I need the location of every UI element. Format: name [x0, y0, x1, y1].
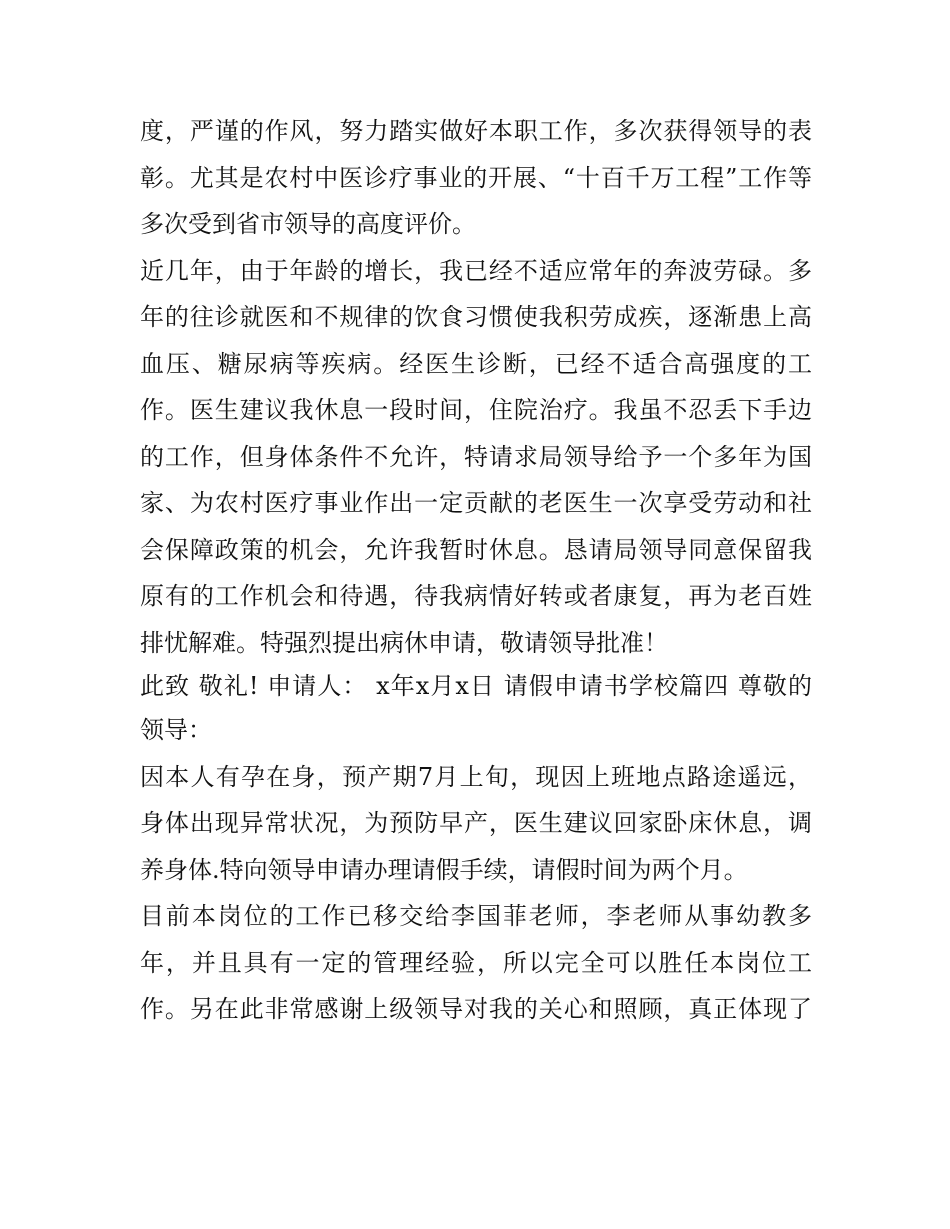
text-line: 排忧解难。特强烈提出病休申请，敬请领导批准！: [140, 628, 668, 657]
text-line: 度，严谨的作风，努力踏实做好本职工作，多次获得领导的表: [140, 117, 812, 145]
text-line: 身体出现异常状况，为预防早产，医生建议回家卧床休息，调: [140, 809, 812, 837]
text-line: 年，并且具有一定的管理经验，所以完全可以胜任本岗位工: [140, 948, 812, 977]
text-line: 原有的工作机会和待遇，待我病情好转或者康复，再为老百姓: [140, 582, 812, 610]
text-line: 年的往诊就医和不规律的饮食习惯使我积劳成疾，逐渐患上高: [140, 303, 812, 331]
document-body: [140, 108, 812, 1033]
text-line: 的工作，但身体条件不允许，特请求局领导给予一个多年为国: [140, 442, 812, 471]
text-line: 作。医生建议我休息一段时间，住院治疗。我虽不忍丢下手边: [140, 396, 812, 424]
text-line: 领导：: [140, 716, 212, 744]
text-line: 养身体.特向领导申请办理请假手续，请假时间为两个月。: [140, 855, 748, 884]
text-line: 家、为农村医疗事业作出一定贡献的老医生一次享受劳动和社: [140, 489, 812, 517]
text-line: 多次受到省市领导的高度评价。: [140, 210, 476, 238]
text-line: 作。另在此非常感谢上级领导对我的关心和照顾，真正体现了: [140, 995, 812, 1023]
text-line: 因本人有孕在身，预产期7月上旬，现因上班地点路途遥远，: [140, 762, 812, 791]
text-line: 此致 敬礼! 申请人： x年x月x日 请假申请书学校篇四 尊敬的: [140, 672, 812, 700]
text-line: 血压、糖尿病等疾病。经医生诊断，已经不适合高强度的工: [140, 349, 812, 378]
text-line: 目前本岗位的工作已移交给李国菲老师，李老师从事幼教多: [140, 902, 812, 930]
text-line: 彰。尤其是农村中医诊疗事业的开展、“十百千万工程”工作等: [140, 163, 812, 192]
text-line: 近几年，由于年龄的增长，我已经不适应常年的奔波劳碌。多: [140, 256, 812, 285]
text-line: 会保障政策的机会，允许我暂时休息。恳请局领导同意保留我: [140, 535, 812, 564]
